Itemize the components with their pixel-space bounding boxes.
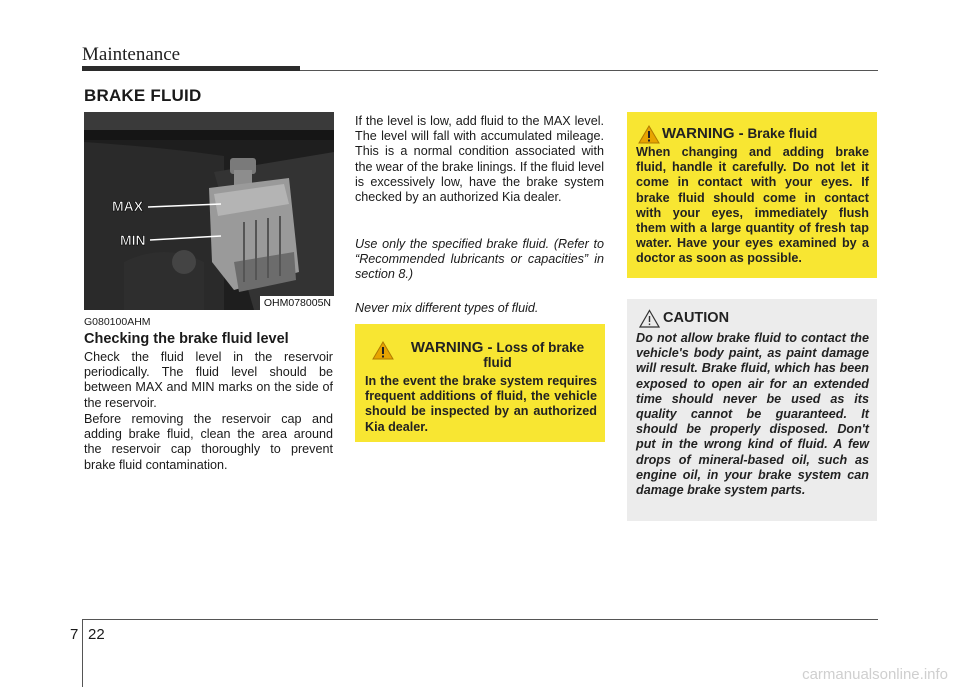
body-paragraph: Check the fluid level in the reservoir periodically. The fluid level should be between MAX and MIN marks on the side of the reservoir.	[84, 350, 333, 410]
footer-rule	[82, 619, 878, 620]
warning-box-brake-fluid	[627, 112, 877, 278]
warning-prefix: WARNING -	[662, 125, 744, 142]
caution-triangle-icon	[639, 309, 660, 328]
warning-triangle-icon	[638, 125, 660, 144]
italic-note: Use only the specified brake fluid. (Refer to “Recommended lubricants or capacities” in section 8.)	[355, 237, 604, 282]
body-paragraph: If the level is low, add fluid to the MAX level. The level will fall with accumulated mileage. This is a normal condition associated with the wear of the brake linings. If the fluid level is excessively low, have the brake system checked by an authorized Kia dealer.	[355, 114, 604, 205]
footer-divider	[82, 619, 83, 687]
header-bar	[82, 66, 300, 71]
watermark: carmanualsonline.info	[802, 666, 948, 683]
running-header: Maintenance	[82, 44, 181, 65]
body-paragraph: Before removing the reservoir cap and adding brake fluid, clean the area around the reservoir cap thoroughly to prevent brake fluid contamination.	[84, 412, 333, 472]
italic-note: Never mix different types of fluid.	[355, 301, 539, 315]
warning-triangle-icon	[372, 341, 394, 360]
caution-title: CAUTION	[663, 310, 730, 326]
warning-box-loss-of-fluid	[355, 324, 605, 442]
photo-code: OHM078005N	[260, 296, 334, 310]
subheading: Checking the brake fluid level	[84, 331, 289, 347]
caution-box	[627, 299, 877, 521]
warning-title	[662, 125, 817, 142]
brake-reservoir-photo	[84, 112, 334, 310]
min-mark-label: MIN	[120, 232, 146, 248]
header-rule	[300, 70, 878, 71]
warning-body: In the event the brake system requires frequent additions of fluid, the vehicle should be inspected by an authorized Kia dealer.	[365, 374, 597, 434]
chapter-number: 7	[70, 626, 79, 643]
document-code: G080100AHM	[84, 316, 151, 328]
warning-title	[400, 340, 595, 370]
max-mark-label: MAX	[112, 198, 144, 214]
page-number: 22	[88, 626, 105, 643]
section-title: BRAKE FLUID	[84, 86, 202, 105]
caution-body: Do not allow brake fluid to contact the vehicle's body paint, as paint damage will result. Brake fluid, which has been exposed to open air for an extended time should never be used as its quality cannot be guaranteed. It should be properly disposed. Don't put in the wrong kind of fluid. A few drops of mineral-based oil, such as engine oil, in your brake system can damage brake system parts.	[636, 331, 869, 498]
warning-body: When changing and adding brake fluid, handle it carefully. Do not let it come in contact with your eyes. If brake fluid should come in contact with your eyes, immediately flush them with a large quantity of fresh tap water. Have your eyes examined by a doctor as soon as possible.	[636, 145, 869, 266]
warning-title-text: Loss of brake fluid	[483, 340, 585, 370]
warning-prefix: WARNING -	[410, 339, 493, 356]
engine-bay-illustration	[84, 112, 334, 310]
warning-title-text: Brake fluid	[747, 126, 818, 141]
